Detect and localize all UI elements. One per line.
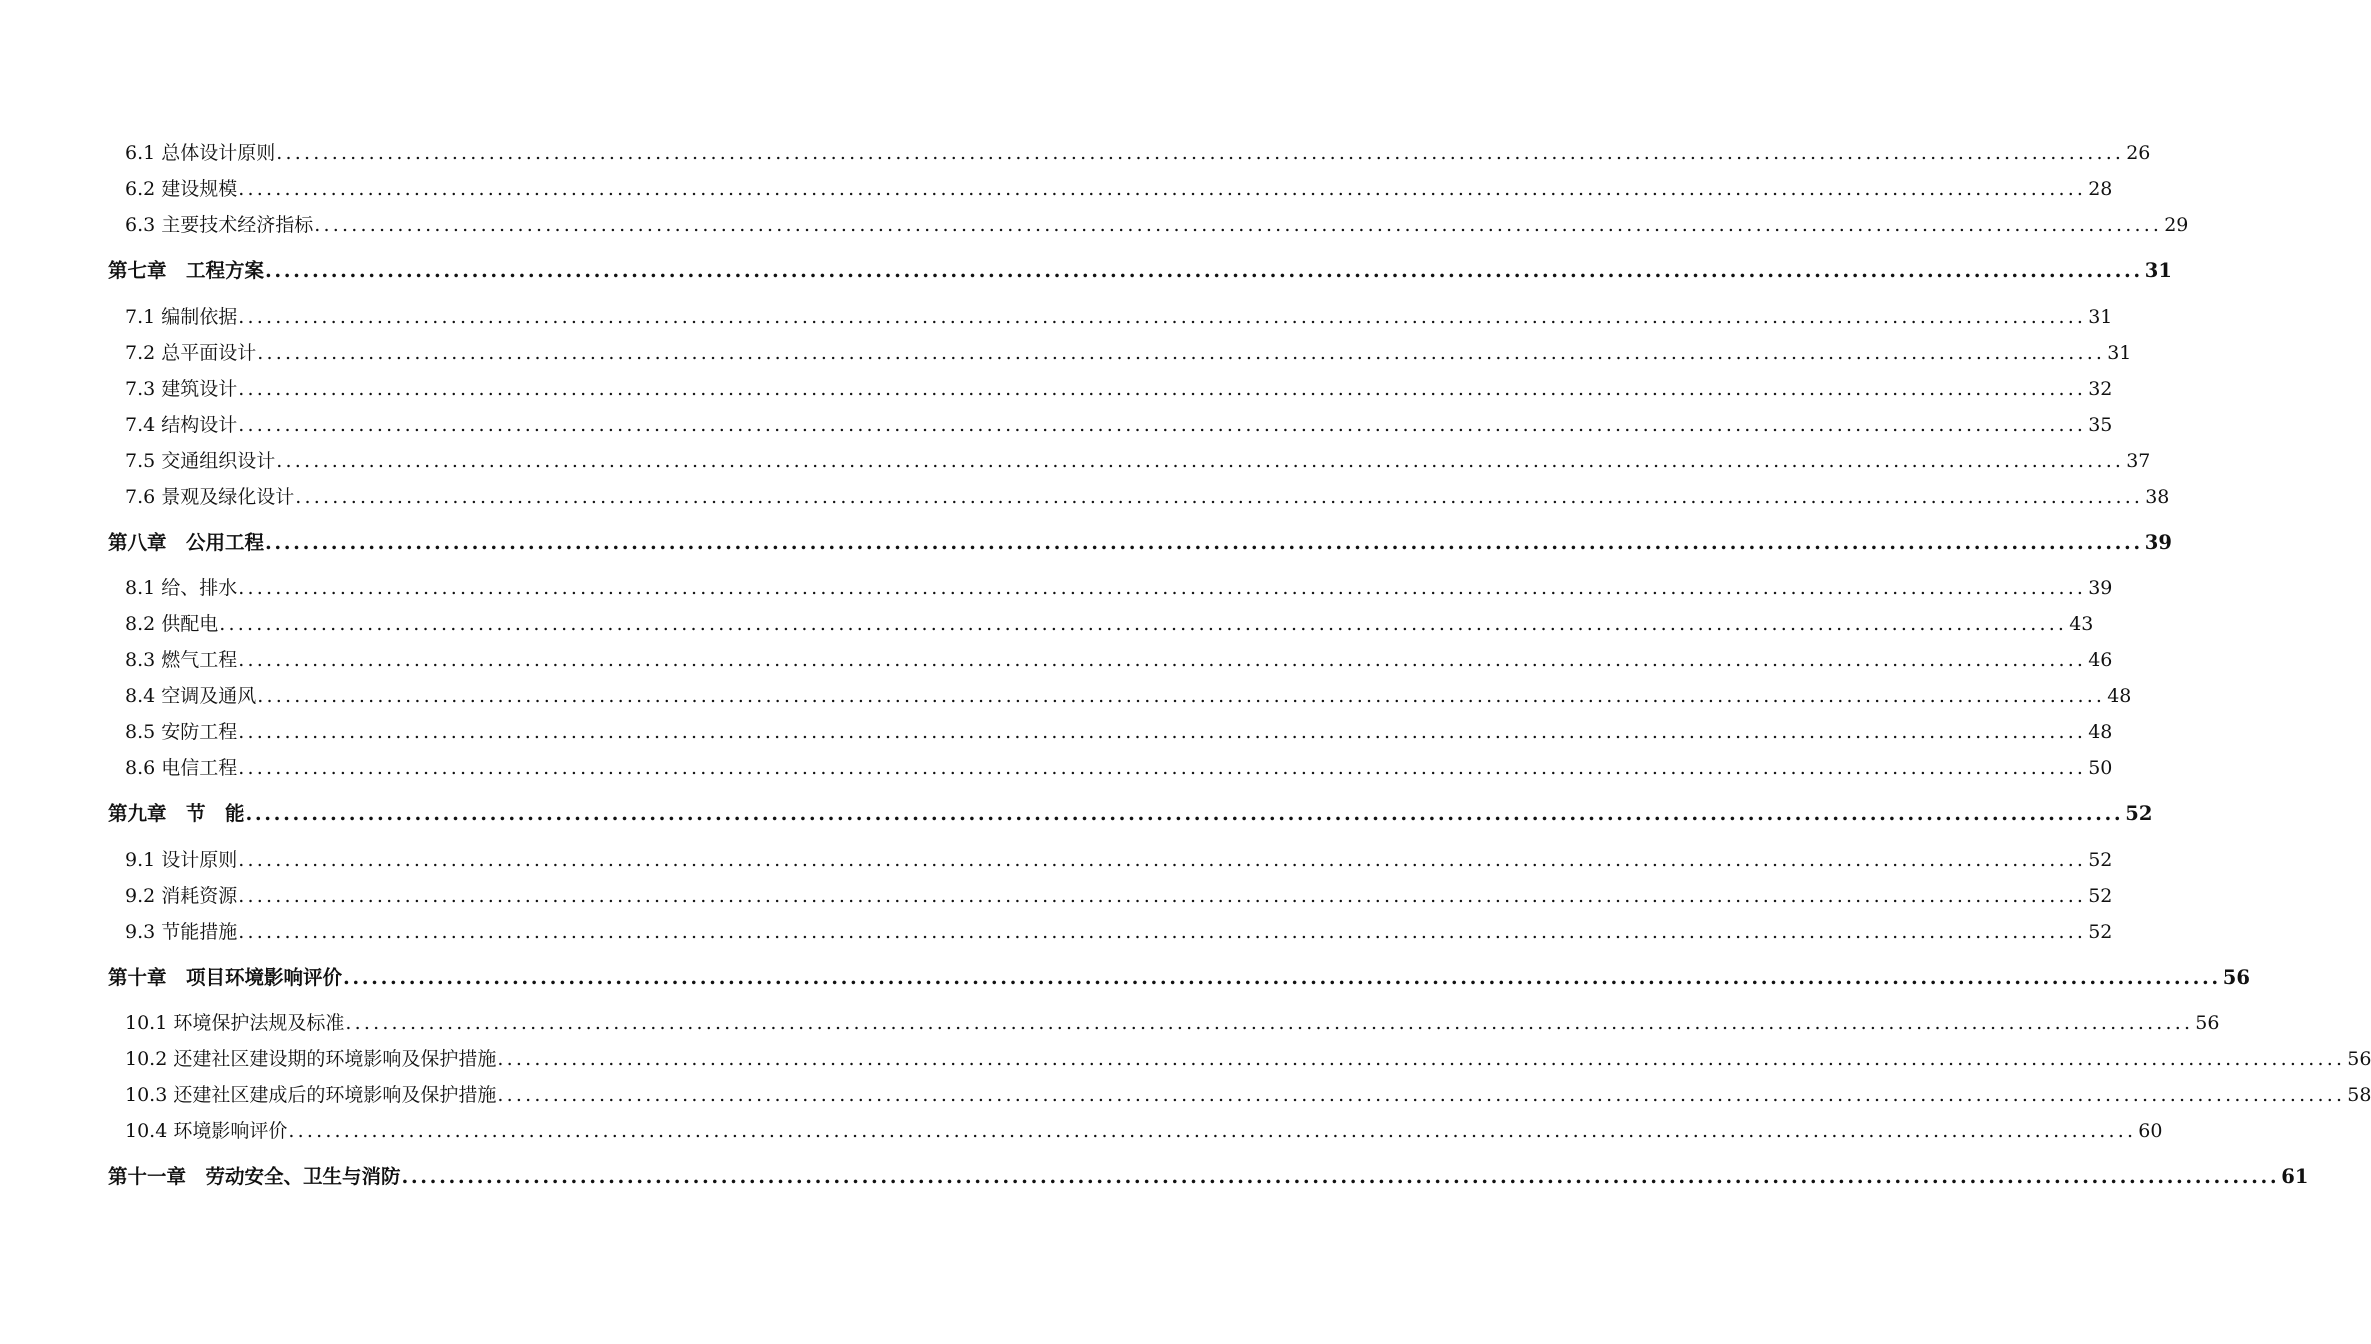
toc-entry-10-1[interactable] xyxy=(125,1008,2220,1035)
toc-entry-title: 6.3 主要技术经济指标 xyxy=(125,214,314,236)
toc-entry-page: 46 xyxy=(2088,649,2113,671)
toc-entry-page: 29 xyxy=(2164,214,2189,236)
dot-leader: ........................................................................................................................................................................................................ xyxy=(343,966,2221,989)
toc-entry-9-2[interactable] xyxy=(125,881,2113,908)
toc-entry-title: 9.2 消耗资源 xyxy=(125,885,238,907)
toc-entry-8-3[interactable] xyxy=(125,645,2113,672)
dot-leader: ........................................................................................................................................................................................................ xyxy=(245,802,2124,825)
toc-entry-title: 6.1 总体设计原则 xyxy=(125,142,276,164)
dot-leader: ........................................................................................................................................................................................................ xyxy=(238,885,2087,907)
toc-chapter-page: 39 xyxy=(2144,531,2172,554)
dot-leader: ........................................................................................................................................................................................................ xyxy=(238,577,2087,599)
toc-entry-9-1[interactable] xyxy=(125,845,2113,872)
dot-leader: ........................................................................................................................................................................................................ xyxy=(238,414,2087,436)
dot-leader: ........................................................................................................................................................................................................ xyxy=(276,142,2125,164)
toc-entry-title: 9.3 节能措施 xyxy=(125,921,238,943)
toc-chapter-page: 56 xyxy=(2222,966,2250,989)
dot-leader: ........................................................................................................................................................................................................ xyxy=(257,685,2106,707)
toc-entry-page: 48 xyxy=(2088,721,2113,743)
dot-leader: ........................................................................................................................................................................................................ xyxy=(288,1120,2137,1142)
toc-entry-page: 39 xyxy=(2088,577,2113,599)
dot-leader: ........................................................................................................................................................................................................ xyxy=(238,649,2087,671)
toc-chapter-page: 52 xyxy=(2125,802,2153,825)
toc-entry-page: 60 xyxy=(2138,1120,2163,1142)
toc-entry-page: 32 xyxy=(2088,378,2113,400)
dot-leader: ........................................................................................................................................................................................................ xyxy=(401,1165,2280,1188)
dot-leader: ........................................................................................................................................................................................................ xyxy=(238,721,2087,743)
toc-entry-title: 7.4 结构设计 xyxy=(125,414,238,436)
toc-entry-page: 37 xyxy=(2126,450,2151,472)
toc-entry-title: 6.2 建设规模 xyxy=(125,178,238,200)
dot-leader: ........................................................................................................................................................................................................ xyxy=(265,531,2143,554)
toc-entry-title: 7.3 建筑设计 xyxy=(125,378,238,400)
toc-entry-title: 8.3 燃气工程 xyxy=(125,649,238,671)
toc-entry-7-2[interactable] xyxy=(125,338,2132,365)
toc-entry-title: 7.1 编制依据 xyxy=(125,306,238,328)
toc-entry-page: 28 xyxy=(2088,178,2113,200)
toc-entry-title: 7.2 总平面设计 xyxy=(125,342,257,364)
toc-chapter-title: 第十章 项目环境影响评价 xyxy=(108,966,343,989)
toc-entry-6-3[interactable] xyxy=(125,210,2189,237)
toc-chapter-10[interactable] xyxy=(108,962,2250,990)
toc-entry-title: 7.6 景观及绿化设计 xyxy=(125,486,295,508)
toc-chapter-page: 61 xyxy=(2281,1165,2309,1188)
toc-chapter-title: 第十一章 劳动安全、卫生与消防 xyxy=(108,1165,401,1188)
toc-chapter-page: 31 xyxy=(2144,259,2172,282)
dot-leader: ........................................................................................................................................................................................................ xyxy=(314,214,2163,236)
dot-leader: ........................................................................................................................................................................................................ xyxy=(497,1048,2346,1070)
toc-entry-title: 10.2 还建社区建设期的环境影响及保护措施 xyxy=(125,1048,497,1070)
toc-chapter-9[interactable] xyxy=(108,798,2153,826)
dot-leader: ........................................................................................................................................................................................................ xyxy=(238,378,2087,400)
toc-entry-8-4[interactable] xyxy=(125,681,2132,708)
toc-entry-7-1[interactable] xyxy=(125,302,2113,329)
toc-chapter-title: 第七章 工程方案 xyxy=(108,259,265,282)
toc-chapter-title: 第九章 节 能 xyxy=(108,802,245,825)
toc-entry-8-2[interactable] xyxy=(125,609,2094,636)
toc-entry-page: 52 xyxy=(2088,921,2113,943)
toc-entry-page: 52 xyxy=(2088,849,2113,871)
dot-leader: ........................................................................................................................................................................................................ xyxy=(497,1084,2346,1106)
toc-entry-title: 10.1 环境保护法规及标准 xyxy=(125,1012,345,1034)
toc-chapter-8[interactable] xyxy=(108,527,2172,555)
toc-entry-page: 35 xyxy=(2088,414,2113,436)
toc-entry-page: 38 xyxy=(2145,486,2170,508)
dot-leader: ........................................................................................................................................................................................................ xyxy=(257,342,2106,364)
toc-entry-page: 56 xyxy=(2195,1012,2220,1034)
toc-entry-9-3[interactable] xyxy=(125,917,2113,944)
toc-entry-title: 9.1 设计原则 xyxy=(125,849,238,871)
dot-leader: ........................................................................................................................................................................................................ xyxy=(265,259,2143,282)
toc-entry-page: 50 xyxy=(2088,757,2113,779)
toc-entry-page: 58 xyxy=(2347,1084,2371,1106)
dot-leader: ........................................................................................................................................................................................................ xyxy=(238,757,2087,779)
toc-entry-10-3[interactable] xyxy=(125,1080,2371,1107)
dot-leader: ........................................................................................................................................................................................................ xyxy=(219,613,2068,635)
toc-entry-7-5[interactable] xyxy=(125,446,2151,473)
toc-entry-title: 8.6 电信工程 xyxy=(125,757,238,779)
toc-entry-title: 8.4 空调及通风 xyxy=(125,685,257,707)
dot-leader: ........................................................................................................................................................................................................ xyxy=(238,178,2087,200)
toc-entry-title: 8.2 供配电 xyxy=(125,613,219,635)
toc-entry-title: 8.1 给、排水 xyxy=(125,577,238,599)
toc-entry-page: 48 xyxy=(2107,685,2132,707)
toc-chapter-11[interactable] xyxy=(108,1161,2309,1189)
toc-entry-title: 7.5 交通组织设计 xyxy=(125,450,276,472)
toc-chapter-title: 第八章 公用工程 xyxy=(108,531,265,554)
dot-leader: ........................................................................................................................................................................................................ xyxy=(238,921,2087,943)
toc-entry-page: 31 xyxy=(2088,306,2113,328)
toc-entry-7-6[interactable] xyxy=(125,482,2170,509)
toc-entry-page: 31 xyxy=(2107,342,2132,364)
dot-leader: ........................................................................................................................................................................................................ xyxy=(295,486,2144,508)
toc-entry-6-2[interactable] xyxy=(125,174,2113,201)
toc-chapter-7[interactable] xyxy=(108,255,2172,283)
toc-entry-title: 10.3 还建社区建成后的环境影响及保护措施 xyxy=(125,1084,497,1106)
toc-entry-page: 52 xyxy=(2088,885,2113,907)
toc-entry-8-6[interactable] xyxy=(125,753,2113,780)
toc-entry-title: 8.5 安防工程 xyxy=(125,721,238,743)
dot-leader: ........................................................................................................................................................................................................ xyxy=(238,306,2087,328)
toc-entry-page: 56 xyxy=(2347,1048,2371,1070)
toc-entry-page: 43 xyxy=(2069,613,2094,635)
toc-entry-7-4[interactable] xyxy=(125,410,2113,437)
dot-leader: ........................................................................................................................................................................................................ xyxy=(345,1012,2194,1034)
toc-entry-title: 10.4 环境影响评价 xyxy=(125,1120,288,1142)
dot-leader: ........................................................................................................................................................................................................ xyxy=(276,450,2125,472)
toc-entry-8-5[interactable] xyxy=(125,717,2113,744)
dot-leader: ........................................................................................................................................................................................................ xyxy=(238,849,2087,871)
toc-entry-10-4[interactable] xyxy=(125,1116,2163,1143)
toc-entry-8-1[interactable] xyxy=(125,573,2113,600)
toc-entry-7-3[interactable] xyxy=(125,374,2113,401)
toc-entry-6-1[interactable] xyxy=(125,138,2151,165)
toc-entry-10-2[interactable] xyxy=(125,1044,2371,1071)
toc-entry-page: 26 xyxy=(2126,142,2151,164)
